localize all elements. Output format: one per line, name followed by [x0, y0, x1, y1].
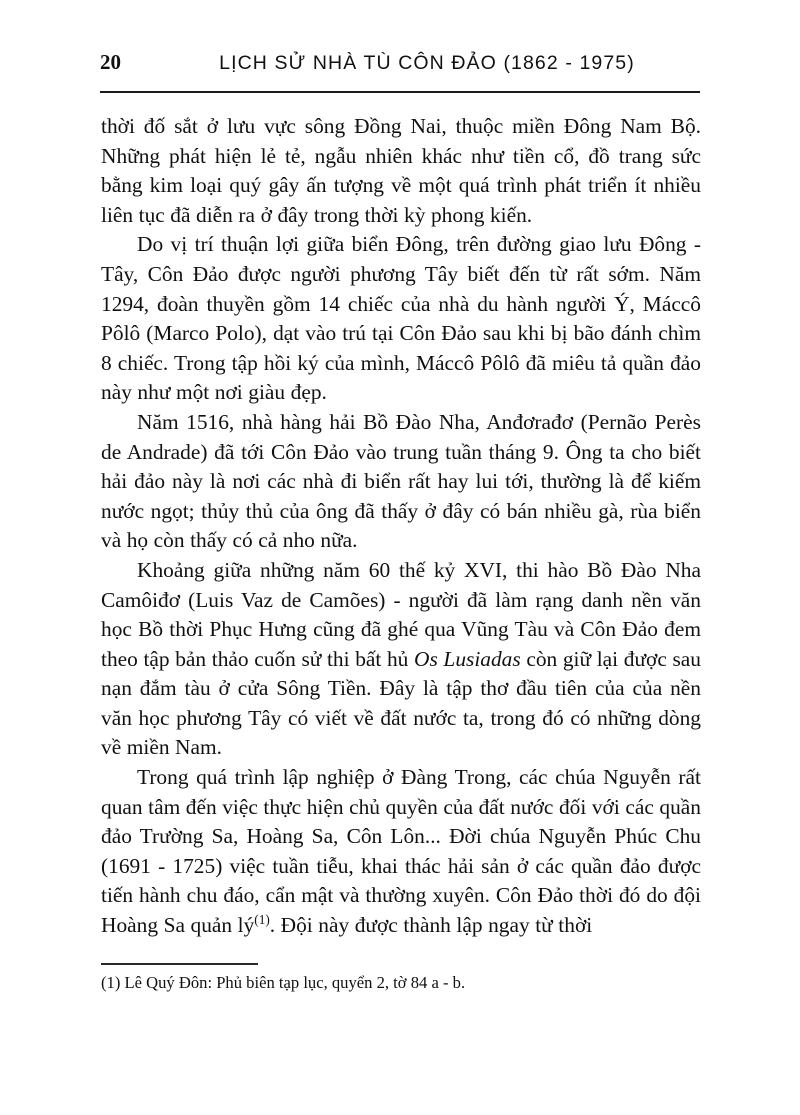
footnote-divider [101, 963, 258, 965]
paragraph-5-lead: Trong quá trình lập nghiệp ở Đàng Trong, các chúa Nguyễn rất quan tâm đến việc thực hiện chủ quyền của đất nước đối với các quần đảo Trường Sa, Hoàng Sa, Côn Lôn... Đời chúa Nguyễn Phúc Chu (1691 - 1725) việc tuần tiễu, khai thác hải sản ở các quần đảo được tiến hành chu đáo, cẩn mật và thường xuyên. Côn Đảo thời đó do đội Hoàng Sa quản lý [101, 765, 701, 938]
paragraph-5-tail: . Đội này được thành lập ngay từ thời [269, 913, 593, 938]
paragraph-5 [101, 763, 701, 941]
paragraph-4 [101, 556, 701, 763]
footnote-text: (1) Lê Quý Đôn: Phủ biên tạp lục, quyển 2, tờ 84 a - b. [101, 973, 466, 992]
page-number: 20 [100, 50, 121, 74]
running-head-title: LỊCH SỬ NHÀ TÙ CÔN ĐẢO (1862 - 1975) [219, 52, 635, 74]
paragraph-4-tail: còn giữ lại được sau nạn đắm tàu ở cửa Sông Tiền. Đây là tập thơ đầu tiên của của nền văn học phương Tây có viết về đất nước ta, trong đó có những dòng về miền Nam. [101, 646, 701, 760]
footnote-marker-1[interactable]: (1) [254, 911, 270, 927]
paragraph-4-lead: Khoảng giữa những năm 60 thế kỷ XVI, thi hào Bồ Đào Nha Camôiđơ (Luis Vaz de Camões) - người đã làm rạng danh nền văn học Bồ thời Phục Hưng cũng đã ghé qua Vũng Tàu và Côn Đảo đem theo tập bản thảo cuốn sử thi bất hủ [101, 557, 701, 671]
body-text-block [101, 112, 701, 941]
header-divider [100, 91, 700, 93]
running-head [100, 52, 700, 88]
paragraph-2: Do vị trí thuận lợi giữa biển Đông, trên đường giao lưu Đông - Tây, Côn Đảo được người phương Tây biết đến từ rất sớm. Năm 1294, đoàn thuyền gồm 14 chiếc của nhà du hành người Ý, Máccô Pôlô (Marco Polo), dạt vào trú tại Côn Đảo sau khi bị bão đánh chìm 8 chiếc. Trong tập hồi ký của mình, Máccô Pôlô đã miêu tả quần đảo này như một nơi giàu đẹp. [101, 232, 701, 405]
book-title-os-lusiadas: Os Lusiadas [414, 646, 521, 671]
paragraph-1: thời đố sắt ở lưu vực sông Đồng Nai, thuộc miền Đông Nam Bộ. Những phát hiện lẻ tẻ, ngẫu nhiên khác như tiền cổ, đồ trang sức bằng kim loại quý gây ấn tượng về một quá trình phát triển ít nhiều liên tục đã diễn ra ở đây trong thời kỳ phong kiến. [101, 114, 701, 227]
paragraph-3: Năm 1516, nhà hàng hải Bồ Đào Nha, Anđơrađơ (Pernão Perès de Andrade) đã tới Côn Đảo vào trung tuần tháng 9. Ông ta cho biết hải đảo này là nơi các nhà đi biển rất hay lui tới, thường là để kiếm nước ngọt; thủy thủ của ông đã thấy ở đây có bán nhiều gà, rùa biển và họ còn thấy có cả nho nữa. [101, 409, 701, 553]
